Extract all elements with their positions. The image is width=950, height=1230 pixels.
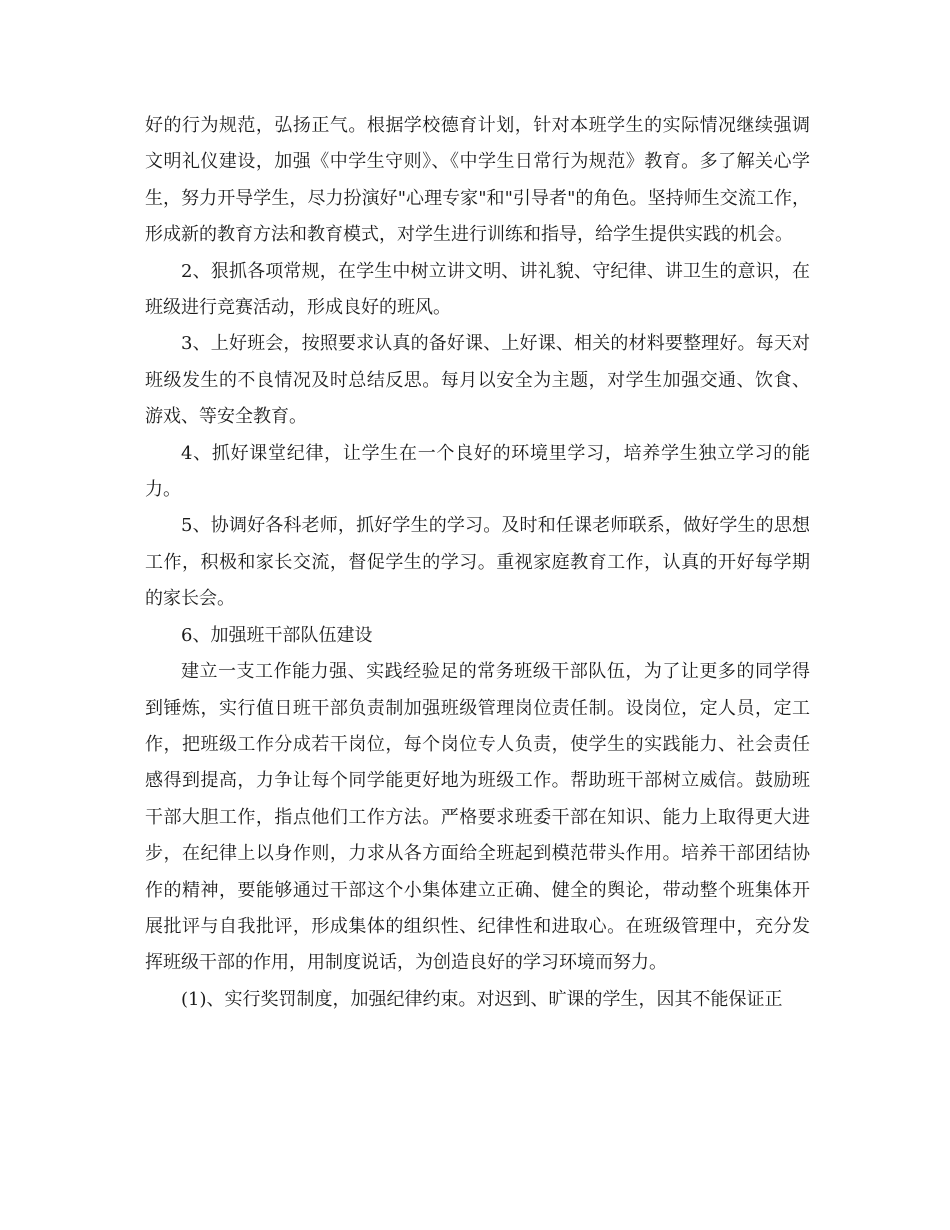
paragraph-class-cadre: 建立一支工作能力强、实践经验足的常务班级干部队伍，为了让更多的同学得到锤炼，实行值日班干部负责制加强班级管理岗位责任制。设岗位，定人员，定工作，把班级工作分成若干岗位，每个岗位专人负责，使学生的实践能力、社会责任感得到提高，力争让每个同学能更好地为班级工作。帮助班干部树立威信。鼓励班干部大胆工作，指点他们工作方法。严格要求班委干部在知识、能力上取得更大进步，在纪律上以身作则，力求从各方面给全班起到模范带头作用。培养干部团结协作的精神，要能够通过干部这个小集体建立正确、健全的舆论，带动整个班集体开展批评与自我批评，形成集体的组织性、纪律性和进取心。在班级管理中，充分发挥班级干部的作用，用制度说话，为创造良好的学习环境而努力。 (145, 661, 810, 974)
document-body (145, 108, 810, 1018)
paragraph-item-3: 3、上好班会，按照要求认真的备好课、上好课、相关的材料要整理好。每天对班级发生的不良情况及时总结反思。每月以安全为主题，对学生加强交通、饮食、游戏、等安全教育。 (145, 333, 810, 428)
paragraph-item-4: 4、抓好课堂纪律，让学生在一个良好的环境里学习，培养学生独立学习的能力。 (145, 442, 810, 501)
paragraph-continuation: 好的行为规范，弘扬正气。根据学校德育计划，针对本班学生的实际情况继续强调文明礼仪建设，加强《中学生守则》、《中学生日常行为规范》教育。多了解关心学生，努力开导学生，尽力扮演好"心理专家"和"引导者"的角色。坚持师生交流工作，形成新的教育方法和教育模式，对学生进行训练和指导，给学生提供实践的机会。 (145, 115, 810, 246)
paragraph-item-5: 5、协调好各科老师，抓好学生的学习。及时和任课老师联系，做好学生的思想工作，积极和家长交流，督促学生的学习。重视家庭教育工作，认真的开好每学期的家长会。 (145, 515, 810, 610)
paragraph-item-2: 2、狠抓各项常规，在学生中树立讲文明、讲礼貌、守纪律、讲卫生的意识，在班级进行竞赛活动，形成良好的班风。 (145, 260, 810, 319)
paragraph-item-6-heading: 6、加强班干部队伍建设 (181, 624, 373, 646)
paragraph-subitem-1: (1)、实行奖罚制度，加强纪律约束。对迟到、旷课的学生，因其不能保证正 (181, 988, 783, 1010)
